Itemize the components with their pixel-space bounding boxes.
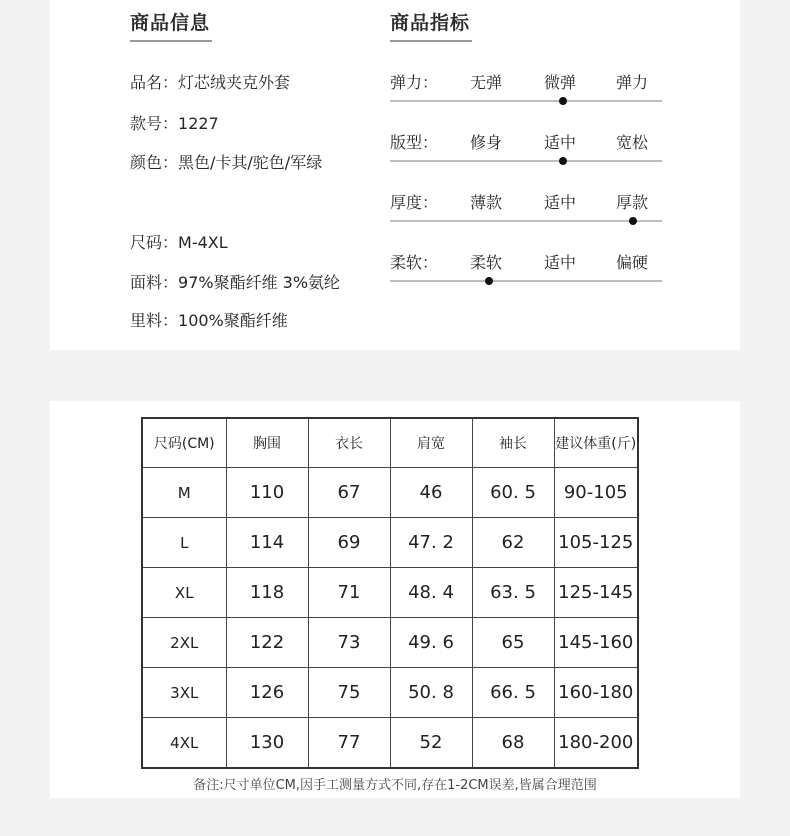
indicator-option: 厚款: [616, 193, 649, 212]
indicator-option: 微弹: [544, 73, 577, 92]
table-cell: 73: [308, 618, 390, 668]
info-line-sizes: [130, 230, 228, 253]
table-cell: 50. 8: [390, 668, 472, 718]
indicator-option: 无弹: [470, 73, 503, 92]
info-label: 款号：: [130, 114, 179, 133]
header-sleeve: 袖长: [472, 418, 554, 468]
table-row: [142, 618, 638, 668]
table-cell: 122: [226, 618, 308, 668]
info-label: 品名：: [130, 73, 179, 92]
table-row: [142, 518, 638, 568]
table-cell: 62: [472, 518, 554, 568]
table-cell: 66. 5: [472, 668, 554, 718]
product-info-title: 商品信息: [130, 12, 211, 34]
indicator-marker: [629, 217, 637, 225]
indicator-label: 弹力：: [390, 73, 439, 92]
table-cell: 4XL: [142, 718, 226, 769]
table-cell: 49. 6: [390, 618, 472, 668]
table-cell: 126: [226, 668, 308, 718]
table-cell: 2XL: [142, 618, 226, 668]
table-cell: 68: [472, 718, 554, 769]
table-cell: 52: [390, 718, 472, 769]
table-cell: 3XL: [142, 668, 226, 718]
indicator-option: 适中: [544, 133, 577, 152]
table-header-row: [142, 418, 638, 468]
info-value: 100%聚酯纤维: [178, 311, 288, 330]
info-label: 颜色：: [130, 153, 179, 172]
indicator-option: 柔软: [470, 253, 503, 272]
table-cell: L: [142, 518, 226, 568]
table-row: [142, 468, 638, 518]
indicator-option: 修身: [470, 133, 503, 152]
indicator-option: 弹力: [616, 73, 649, 92]
table-cell: 125-145: [554, 568, 638, 618]
indicator-option: 适中: [544, 193, 577, 212]
table-cell: 60. 5: [472, 468, 554, 518]
table-cell: 65: [472, 618, 554, 668]
table-row: [142, 668, 638, 718]
info-line-style-number: [130, 111, 219, 134]
info-line-fabric: [130, 270, 340, 293]
table-row: [142, 568, 638, 618]
indicator-track: [390, 160, 662, 162]
size-table: [141, 417, 639, 769]
info-value: 灯芯绒夹克外套: [178, 73, 291, 92]
info-line-name: [130, 70, 290, 93]
info-label: 尺码：: [130, 233, 179, 252]
indicator-fit: [390, 130, 662, 180]
indicator-track: [390, 220, 662, 222]
table-cell: 90-105: [554, 468, 638, 518]
table-cell: M: [142, 468, 226, 518]
info-line-lining: [130, 308, 288, 331]
indicator-option: 薄款: [470, 193, 503, 212]
table-cell: 145-160: [554, 618, 638, 668]
info-value: 1227: [178, 114, 219, 133]
header-shoulder: 肩宽: [390, 418, 472, 468]
indicator-marker: [485, 277, 493, 285]
size-chart-panel: [50, 401, 740, 798]
indicators-title: 商品指标: [390, 12, 471, 34]
table-cell: 46: [390, 468, 472, 518]
indicator-marker: [559, 97, 567, 105]
table-cell: 69: [308, 518, 390, 568]
indicator-option: 适中: [544, 253, 577, 272]
table-cell: 105-125: [554, 518, 638, 568]
header-size: 尺码(CM): [142, 418, 226, 468]
table-cell: 48. 4: [390, 568, 472, 618]
table-cell: 118: [226, 568, 308, 618]
indicator-label: 柔软：: [390, 253, 439, 272]
table-cell: 75: [308, 668, 390, 718]
table-cell: 63. 5: [472, 568, 554, 618]
info-label: 里料：: [130, 311, 179, 330]
info-label: 面料：: [130, 273, 179, 292]
table-cell: 110: [226, 468, 308, 518]
info-value: 97%聚酯纤维 3%氨纶: [178, 273, 341, 292]
size-note: 备注:尺寸单位CM,因手工测量方式不同,存在1-2CM误差,皆属合理范围: [193, 778, 597, 793]
table-cell: 180-200: [554, 718, 638, 769]
indicator-track: [390, 280, 662, 282]
header-chest: 胸围: [226, 418, 308, 468]
indicator-option: 偏硬: [616, 253, 649, 272]
table-cell: 47. 2: [390, 518, 472, 568]
indicator-softness: [390, 250, 662, 300]
indicator-track: [390, 100, 662, 102]
table-cell: XL: [142, 568, 226, 618]
table-cell: 77: [308, 718, 390, 769]
info-value: M-4XL: [178, 233, 228, 252]
info-value: 黑色/卡其/驼色/军绿: [178, 153, 323, 172]
info-line-colors: [130, 150, 322, 173]
indicator-option: 宽松: [616, 133, 649, 152]
product-info-title-underline: [130, 40, 212, 42]
table-cell: 130: [226, 718, 308, 769]
indicator-label: 厚度：: [390, 193, 439, 212]
header-weight: 建议体重(斤): [554, 418, 638, 468]
table-cell: 71: [308, 568, 390, 618]
indicator-thickness: [390, 190, 662, 240]
product-info-panel: [50, 0, 740, 350]
indicator-elasticity: [390, 70, 662, 120]
indicator-label: 版型：: [390, 133, 439, 152]
indicators-title-underline: [390, 40, 472, 42]
table-cell: 160-180: [554, 668, 638, 718]
table-cell: 114: [226, 518, 308, 568]
table-cell: 67: [308, 468, 390, 518]
indicator-marker: [559, 157, 567, 165]
header-length: 衣长: [308, 418, 390, 468]
table-row: [142, 718, 638, 769]
